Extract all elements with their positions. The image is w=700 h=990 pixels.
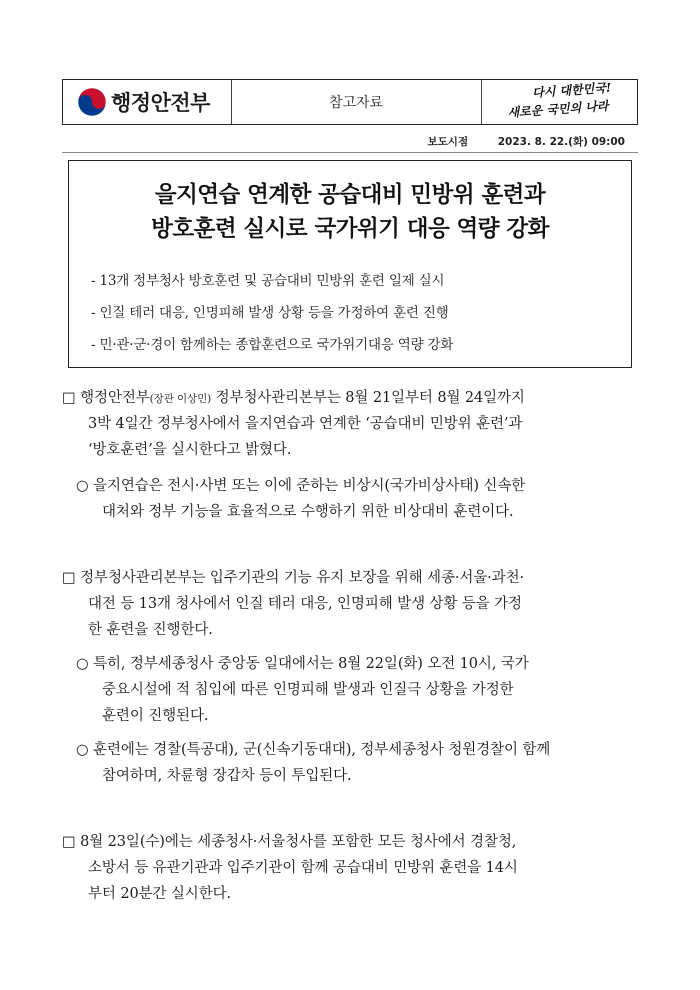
paragraph-2b-line (76, 738, 550, 759)
document-header (62, 79, 638, 125)
square-bullet-icon: □ (62, 390, 76, 406)
square-bullet-icon: □ (62, 570, 76, 586)
paragraph-2-line: 대전 등 13개 청사에서 인질 테러 대응, 인명피해 발생 상황 등을 가정 (88, 596, 522, 612)
paragraph-2a-line (76, 652, 529, 673)
release-label: 보도시점 (427, 136, 469, 148)
ministry-logo (77, 87, 210, 117)
paragraph-3-line: 소방서 등 유관기관과 입주기관이 함께 공습대비 민방위 훈련을 14시 (88, 860, 518, 876)
circle-bullet-icon: ○ (76, 656, 89, 672)
paragraph-3-line: 부터 20분간 실시한다. (88, 886, 232, 902)
taegeuk-emblem-icon (77, 87, 107, 117)
summary-item: - 민·관·군·경이 함께하는 종합훈련으로 국가위기대응 역량 강화 (91, 337, 454, 353)
slogan-line-2: 새로운 국민의 나라 (507, 98, 609, 120)
paragraph-1-line: ‘방호훈련’을 실시한다고 밝혔다. (88, 442, 292, 458)
paragraph-3-line (62, 830, 516, 851)
header-divider (481, 80, 482, 124)
headline-line-2: 방호훈련 실시로 국가위기 대응 역량 강화 (151, 216, 549, 242)
paragraph-1-line (62, 386, 525, 407)
paragraph-2a-line: 훈련이 진행된다. (102, 708, 209, 724)
slogan-handwritten (488, 77, 637, 129)
text-span: 행정안전부 (80, 390, 150, 406)
circle-bullet-icon: ○ (76, 478, 89, 494)
square-bullet-icon: □ (62, 834, 76, 850)
circle-bullet-icon: ○ (76, 742, 89, 758)
slogan-line-1: 다시 대한민국! (531, 80, 612, 101)
headline-box (68, 160, 632, 368)
text-span: 특히, 정부세종청사 중앙동 일대에서는 8월 22일(화) 오전 10시, 국가 (93, 656, 529, 672)
summary-item: - 인질 테러 대응, 인명피해 발생 상황 등을 가정하여 훈련 진행 (91, 305, 449, 321)
release-time (0, 134, 625, 149)
document-type: 참고자료 (328, 95, 384, 111)
paragraph-2-line: 한 훈련을 진행한다. (88, 622, 213, 638)
paragraph-2-line (62, 566, 524, 587)
text-span: 8월 23일(수)에는 세종청사·서울청사를 포함한 모든 청사에서 경찰청, (80, 834, 517, 850)
headline-line-1: 을지연습 연계한 공습대비 민방위 훈련과 (154, 182, 546, 208)
paragraph-1a-line: 대처와 정부 기능을 효율적으로 수행하기 위한 비상대비 훈련이다. (102, 504, 514, 520)
ministry-name: 행정안전부 (111, 91, 210, 115)
summary-item: - 13개 정부청사 방호훈련 및 공습대비 민방위 훈련 일제 실시 (91, 273, 445, 289)
text-span-small: (장관 이상민) (149, 393, 212, 405)
paragraph-2a-line: 중요시설에 적 침입에 따른 인명피해 발생과 인질극 상황을 가정한 (102, 682, 514, 698)
text-span: 정부청사관리본부는 입주기관의 기능 유지 보장을 위해 세종·서울·과천· (80, 570, 525, 586)
paragraph-1a-line (76, 474, 525, 495)
paragraph-2b-line: 참여하며, 차륜형 장갑차 등이 투입된다. (102, 768, 352, 784)
text-span: 훈련에는 경찰(특공대), 군(신속기동대대), 정부세종청사 청원경찰이 함께 (93, 742, 551, 758)
release-divider (62, 152, 638, 153)
paragraph-1-line: 3박 4일간 정부청사에서 을지연습과 연계한 ‘공습대비 민방위 훈련’과 (88, 416, 523, 432)
text-span: 을지연습은 전시·사변 또는 이에 준하는 비상시(국가비상사태) 신속한 (93, 478, 526, 494)
text-span: 정부청사관리본부는 8월 21일부터 8월 24일까지 (211, 390, 525, 406)
release-datetime: 2023. 8. 22.(화) 09:00 (497, 136, 625, 148)
